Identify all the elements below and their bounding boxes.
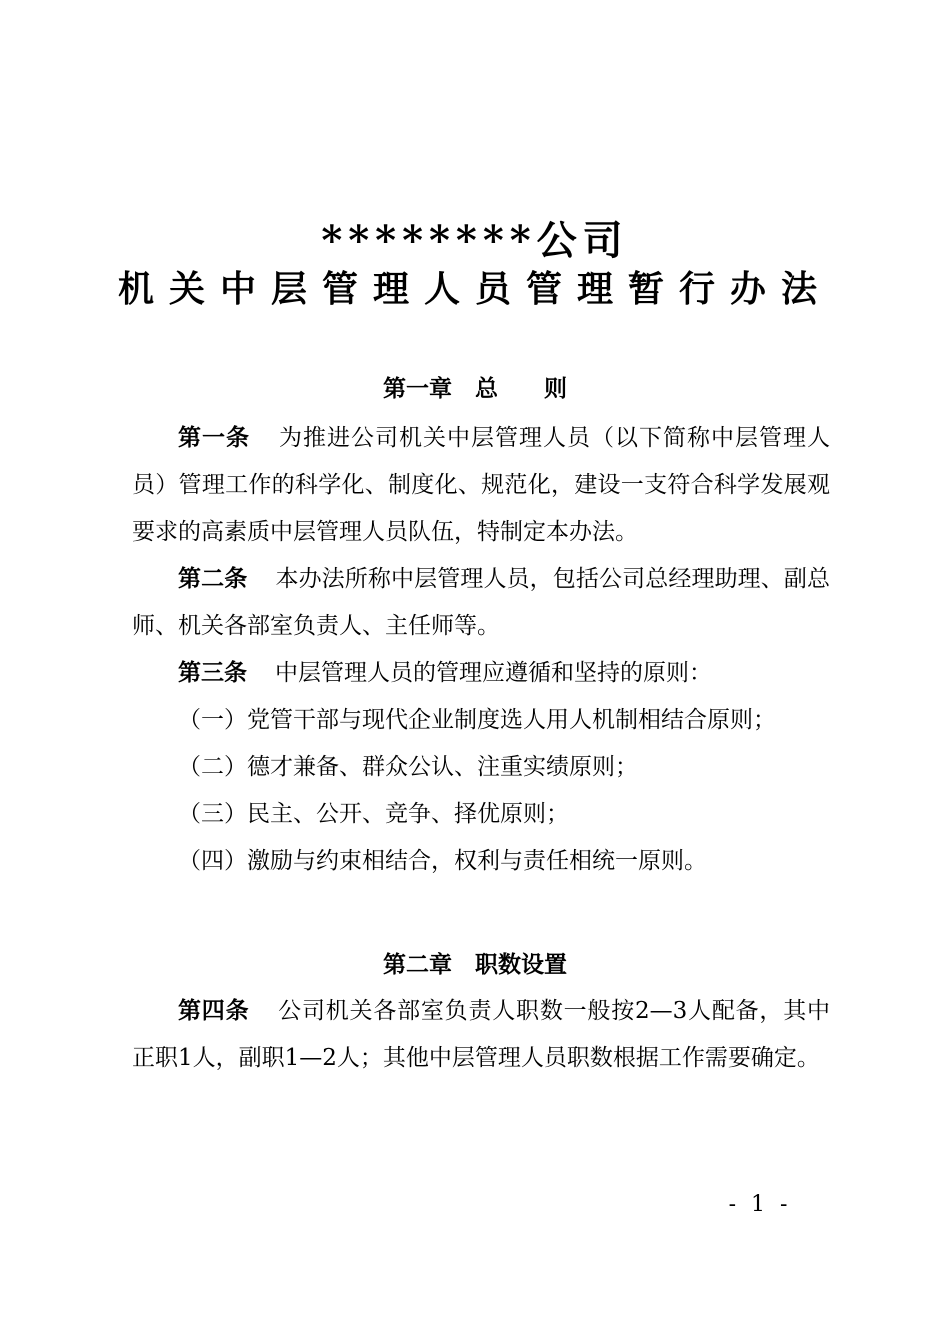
article-label: 第四条 <box>178 998 250 1024</box>
principle-item: （三）民主、公开、竞争、择优原则； <box>178 801 569 827</box>
principle-item: （一）党管干部与现代企业制度选人用人机制相结合原则； <box>178 707 776 733</box>
article-text: 为推进公司机关中层管理人员（以下简称中层管理人员）管理工作的科学化、制度化、规范化，建设一支符合科学发展观要求的高素质中层管理人员队伍，特制定本办法。 <box>132 425 830 545</box>
article-text: 公司机关各部室负责人职数一般按2—3人配备，其中正职1人，副职1—2人；其他中层管理人员职数根据工作需要确定。 <box>132 998 830 1071</box>
chapter-heading-general: 第一章 总 则 <box>383 376 567 402</box>
document-title: 机关中层管理人员管理暂行办法 <box>117 268 832 310</box>
article-label: 第三条 <box>178 660 247 686</box>
document-title-company: ********公司 <box>321 217 629 264</box>
principle-item: （二）德才兼备、群众公认、注重实绩原则； <box>178 754 638 780</box>
principle-item: （四）激励与约束相结合，权利与责任相统一原则。 <box>178 848 707 874</box>
article-label: 第一条 <box>178 425 250 451</box>
article-text: 本办法所称中层管理人员，包括公司总经理助理、副总师、机关各部室负责人、主任师等。 <box>132 566 831 639</box>
article-4 <box>132 988 830 1082</box>
article-text: 中层管理人员的管理应遵循和坚持的原则： <box>275 660 712 686</box>
article-3 <box>132 650 830 697</box>
article-2 <box>132 556 830 650</box>
article-label: 第二条 <box>178 566 248 592</box>
chapter-heading-positions: 第二章 职数设置 <box>383 952 567 978</box>
article-1 <box>132 415 830 556</box>
page-number: - 1 - <box>728 1192 792 1217</box>
